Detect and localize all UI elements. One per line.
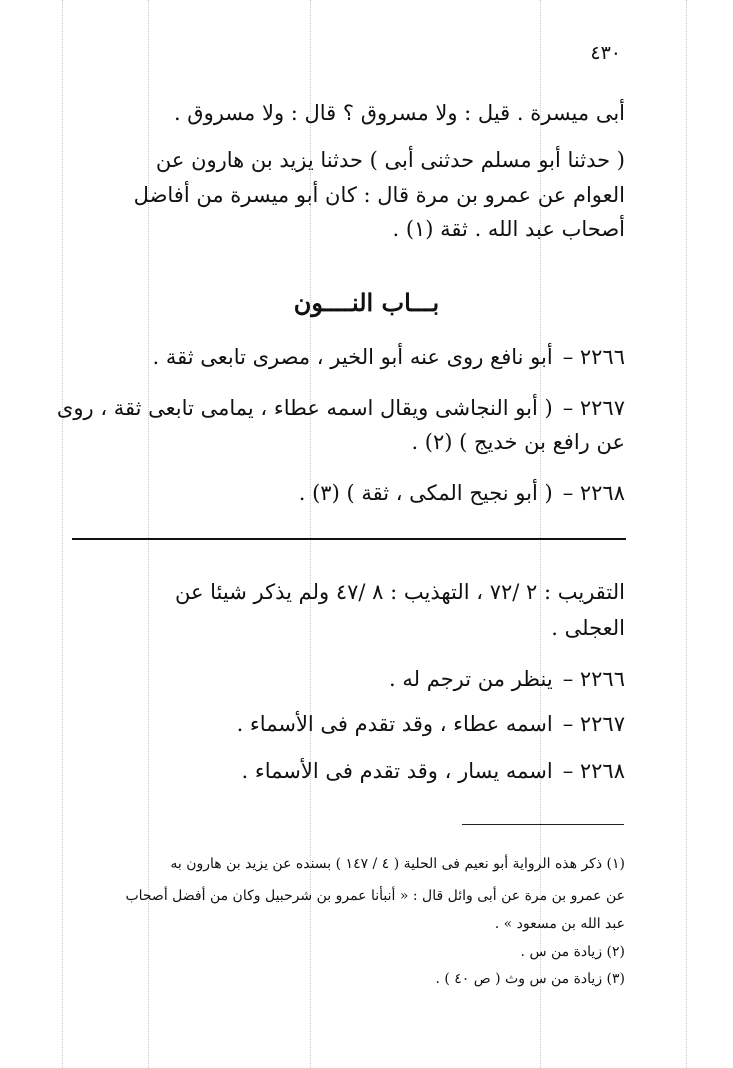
body-line: ( حدثنا أبو مسلم حدثنى أبى ) حدثنا يزيد بن هارون عن [155, 148, 625, 172]
body-line: أبى ميسرة . قيل : ولا مسروق ؟ قال : ولا مسروق . [173, 101, 625, 125]
note-number: ٢٢٦٧ – [562, 712, 625, 736]
note-number: ٢٢٦٦ – [562, 667, 625, 691]
entry-2266 [65, 342, 625, 372]
footnote-1-line: (١) ذكر هذه الرواية أبو نعيم فى الحلية ( ٤ / ١٤٧ ) بسنده عن يزيد بن هارون به [170, 856, 625, 872]
footnote-1-line: عن عمرو بن مرة عن أبى وائل قال : « أنبأنا عمرو بن شرحبيل وكان من أفضل أصحاب [125, 888, 625, 904]
entry-text: أبو نافع روى عنه أبو الخير ، مصرى تابعى ثقة . [152, 345, 553, 369]
body-line: أصحاب عبد الله . ثقة (١) . [392, 217, 625, 241]
chapter-heading: بـــاب النــــون [293, 288, 440, 317]
grid-line [62, 0, 63, 1068]
entry-2268 [65, 478, 625, 508]
entry-number: ٢٢٦٨ – [562, 481, 625, 505]
note-text: اسمه عطاء ، وقد تقدم فى الأسماء . [236, 712, 553, 736]
note-text: ينظر من ترجم له . [389, 667, 553, 691]
note-text: اسمه يسار ، وقد تقدم فى الأسماء . [241, 759, 553, 783]
entry-text: ( أبو نجيح المكى ، ثقة ) (٣) . [298, 481, 553, 505]
page-number: ٤٣٠ [590, 42, 621, 64]
entry-2267 [56, 393, 625, 423]
note-2266 [65, 664, 625, 694]
entry-2267-continuation: عن رافع بن خديج ) (٢) . [411, 430, 625, 454]
note-2268 [65, 756, 625, 786]
footnote-2: (٢) زيادة من س . [520, 944, 625, 960]
footnote-divider [462, 824, 624, 825]
footnote-1-line: عبد الله بن مسعود » . [494, 916, 625, 932]
footnote-3: (٣) زيادة من س وث ( ص ٤٠ ) . [435, 971, 625, 987]
section-divider [72, 538, 626, 540]
grid-line [686, 0, 687, 1068]
entry-number: ٢٢٦٦ – [562, 345, 625, 369]
note-number: ٢٢٦٨ – [562, 759, 625, 783]
notes-intro-line: العجلى . [551, 616, 625, 640]
body-line: العوام عن عمرو بن مرة قال : كان أبو ميسرة من أفاضل [133, 183, 625, 207]
notes-intro-line: التقريب : ٢ /٧٢ ، التهذيب : ٨ /٤٧ ولم يذكر شيئا عن [174, 580, 625, 604]
note-2267 [65, 709, 625, 739]
entry-text: ( أبو النجاشى ويقال اسمه عطاء ، يمامى تابعى ثقة ، روى [56, 396, 553, 420]
entry-number: ٢٢٦٧ – [562, 396, 625, 420]
